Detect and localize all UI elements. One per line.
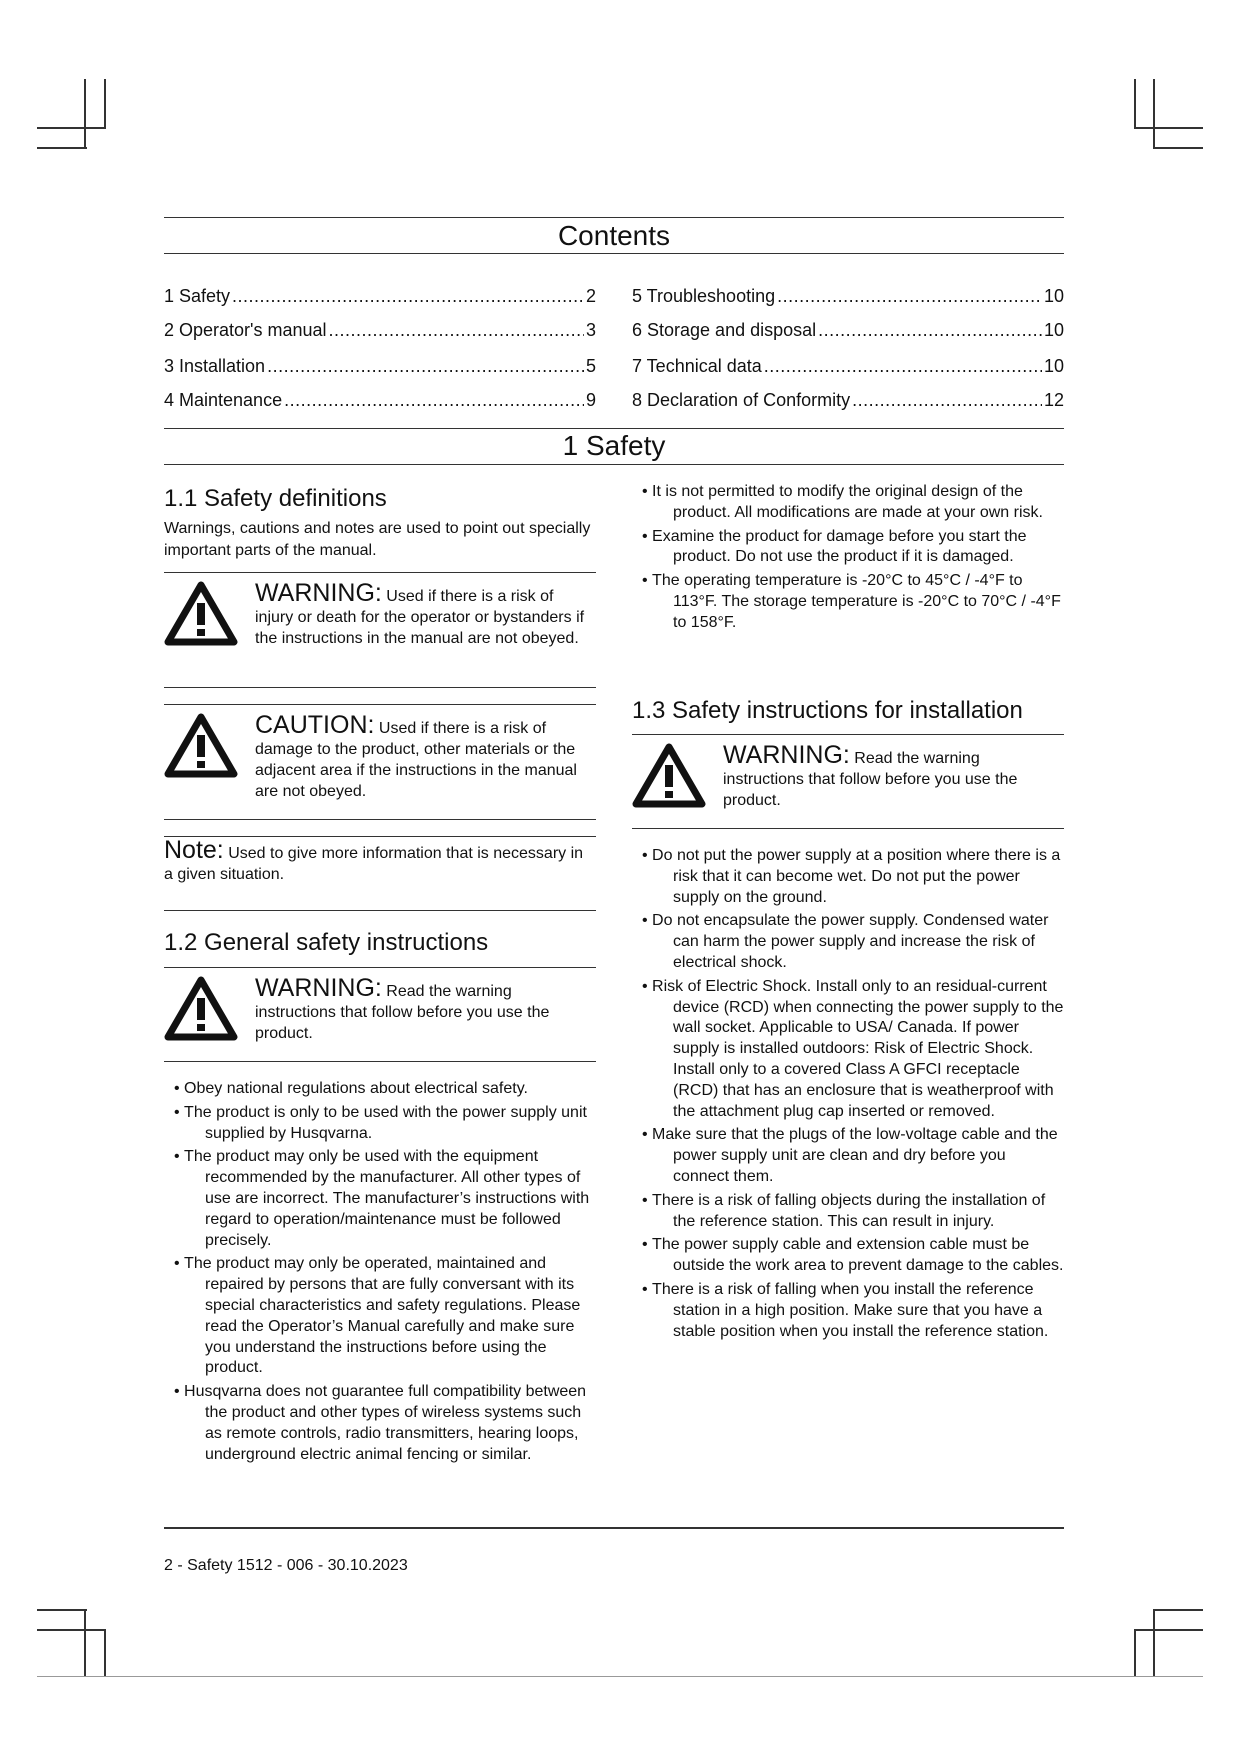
list-item: • Examine the product for damage before you start the product. Do not use the product if it is damaged. xyxy=(632,527,1064,569)
warning-text xyxy=(255,580,596,649)
page-footer: 2 - Safety 1512 - 006 - 30.10.2023 xyxy=(164,1557,408,1574)
toc-label: 6 Storage and disposal xyxy=(632,320,817,340)
toc-entry[interactable] xyxy=(632,388,1064,412)
crop-mark xyxy=(37,1609,87,1611)
bullet-list xyxy=(632,482,1064,637)
note-description: Used to give more information that is necessary in a given situation. xyxy=(164,845,584,883)
crop-mark xyxy=(37,147,87,149)
warning-triangle-icon xyxy=(164,580,238,646)
list-item: • Obey national regulations about electrical safety. xyxy=(164,1079,596,1100)
toc-page: 10 xyxy=(1043,356,1064,376)
caution-description: Used if there is a risk of damage to the product, other materials or the adjacent area if the instructions in the manual are not obeyed. xyxy=(255,720,577,800)
note-keyword: Note: xyxy=(164,836,224,864)
warning-description: Used if there is a risk of injury or death for the operator or bystanders if the instructions in the manual are not obeyed. xyxy=(255,588,585,647)
warning-box xyxy=(632,734,1064,826)
paragraph: Warnings, cautions and notes are used to point out specially important parts of the manual. xyxy=(164,520,591,559)
dot-leader xyxy=(267,354,584,378)
toc-label: 3 Installation xyxy=(164,356,266,376)
dot-leader xyxy=(232,284,584,308)
note-box xyxy=(164,836,596,885)
warning-text xyxy=(723,742,1064,811)
caution-keyword: CAUTION: xyxy=(255,711,375,739)
list-item: • Make sure that the plugs of the low-voltage cable and the power supply unit are clean and dry before you connect them. xyxy=(632,1125,1064,1187)
crop-mark xyxy=(37,1629,106,1631)
section-title: 1 Safety xyxy=(562,430,666,461)
toc-entry[interactable] xyxy=(632,354,1064,378)
list-item: • Risk of Electric Shock. Install only to an residual-current device (RCD) when connecting the power supply to the wall socket. Applicable to USA/ Canada. If power supply is installed outdoors: Risk of Electric Shock. Install only to a covered Class A GFCI receptacle (RCD) that has an enclosure that is weatherproof with the attachment plug cap inserted or removed. xyxy=(632,977,1064,1123)
crop-mark xyxy=(1134,127,1203,129)
toc-page: 10 xyxy=(1043,320,1064,340)
warning-keyword: WARNING: xyxy=(255,579,382,607)
caution-triangle-icon xyxy=(164,712,238,778)
rule xyxy=(164,819,596,820)
toc-label: 7 Technical data xyxy=(632,356,762,376)
contents-title: Contents xyxy=(557,220,671,251)
dot-leader xyxy=(764,354,1042,378)
rule xyxy=(632,828,1064,829)
list-item: • There is a risk of falling objects during the installation of the reference station. This can result in injury. xyxy=(632,1191,1064,1233)
crop-mark xyxy=(104,1629,106,1677)
rule xyxy=(164,253,1064,254)
list-item: • The product may only be operated, maintained and repaired by persons that are fully conversant with its special characteristics and safety regulations. Please read the Operator’s Manual carefully and make sure you understand the instructions before using the product. xyxy=(164,1254,596,1379)
list-item: • The product may only be used with the equipment recommended by the manufacturer. All other types of use are incorrect. The manufacturer’s instructions with regard to operation/maintenance must be followed precisely. xyxy=(164,1147,596,1251)
rule xyxy=(164,1061,596,1062)
crop-mark xyxy=(1153,147,1203,149)
toc-entry[interactable] xyxy=(164,318,596,342)
rule xyxy=(164,687,596,688)
dot-leader xyxy=(329,318,584,342)
warning-box xyxy=(164,572,596,686)
toc-entry[interactable] xyxy=(164,388,596,412)
section-heading: 1.2 General safety instructions xyxy=(164,929,489,956)
warning-box xyxy=(164,967,596,1059)
toc-label: 4 Maintenance xyxy=(164,390,283,410)
toc-page: 9 xyxy=(585,390,596,410)
crop-mark xyxy=(84,1609,86,1677)
warning-description: Read the warning instructions that follow before you use the product. xyxy=(723,750,1018,809)
crop-mark xyxy=(1134,1629,1136,1677)
section-heading: 1.1 Safety definitions xyxy=(164,485,387,512)
toc-entry[interactable] xyxy=(632,318,1064,342)
bleed-line xyxy=(37,1676,1203,1677)
list-item: • It is not permitted to modify the original design of the product. All modifications are made at your own risk. xyxy=(632,482,1064,524)
dot-leader xyxy=(818,318,1042,342)
toc-label: 2 Operator's manual xyxy=(164,320,327,340)
warning-keyword: WARNING: xyxy=(255,974,382,1002)
dot-leader xyxy=(777,284,1042,308)
list-item: • Husqvarna does not guarantee full compatibility between the product and other types of wireless systems such as remote controls, radio transmitters, hearing loops, underground electric animal fencing or similar. xyxy=(164,1382,596,1465)
toc-label: 5 Troubleshooting xyxy=(632,286,776,306)
list-item: • There is a risk of falling when you install the reference station in a high position. Make sure that you have a stable position when you install the reference station. xyxy=(632,1280,1064,1342)
toc-entry[interactable] xyxy=(632,284,1064,308)
rule xyxy=(164,836,596,837)
section-heading: 1.3 Safety instructions for installation xyxy=(632,697,1023,724)
toc-page: 2 xyxy=(585,286,596,306)
toc-page: 5 xyxy=(585,356,596,376)
crop-mark xyxy=(1134,79,1136,127)
dot-leader xyxy=(852,388,1042,412)
crop-mark xyxy=(1134,1629,1203,1631)
toc-label: 8 Declaration of Conformity xyxy=(632,390,851,410)
list-item: • The product is only to be used with the power supply unit supplied by Husqvarna. xyxy=(164,1103,596,1145)
toc-entry[interactable] xyxy=(164,354,596,378)
rule xyxy=(164,910,596,911)
footer-rule xyxy=(164,1527,1064,1529)
rule xyxy=(164,428,1064,429)
crop-mark xyxy=(1153,1609,1155,1677)
dot-leader xyxy=(284,388,584,412)
warning-triangle-icon xyxy=(164,975,238,1041)
crop-mark xyxy=(37,127,106,129)
caution-text xyxy=(255,712,596,802)
warning-text xyxy=(255,975,596,1044)
rule xyxy=(164,464,1064,465)
crop-mark xyxy=(1153,79,1155,147)
list-item: • The power supply cable and extension cable must be outside the work area to prevent damage to the cables. xyxy=(632,1235,1064,1277)
warning-description: Read the warning instructions that follow before you use the product. xyxy=(255,983,550,1042)
crop-mark xyxy=(84,79,86,147)
crop-mark xyxy=(1153,1609,1203,1611)
toc-page: 12 xyxy=(1043,390,1064,410)
rule xyxy=(164,217,1064,218)
crop-mark xyxy=(104,79,106,127)
list-item: • Do not put the power supply at a position where there is a risk that it can become wet. Do not put the power supply on the ground. xyxy=(632,846,1064,908)
bullet-list xyxy=(632,846,1064,1345)
toc-label: 1 Safety xyxy=(164,286,231,306)
bullet-list xyxy=(164,1079,596,1468)
warning-triangle-icon xyxy=(632,742,706,808)
list-item: • The operating temperature is -20°C to 45°C / -4°F to 113°F. The storage temperature is -20°C to 70°C / -4°F to 158°F. xyxy=(632,571,1064,633)
caution-box xyxy=(164,704,596,818)
list-item: • Do not encapsulate the power supply. Condensed water can harm the power supply and increase the risk of electrical shock. xyxy=(632,911,1064,973)
warning-keyword: WARNING: xyxy=(723,741,850,769)
toc-page: 10 xyxy=(1043,286,1064,306)
toc-page: 3 xyxy=(585,320,596,340)
toc-entry[interactable] xyxy=(164,284,596,308)
